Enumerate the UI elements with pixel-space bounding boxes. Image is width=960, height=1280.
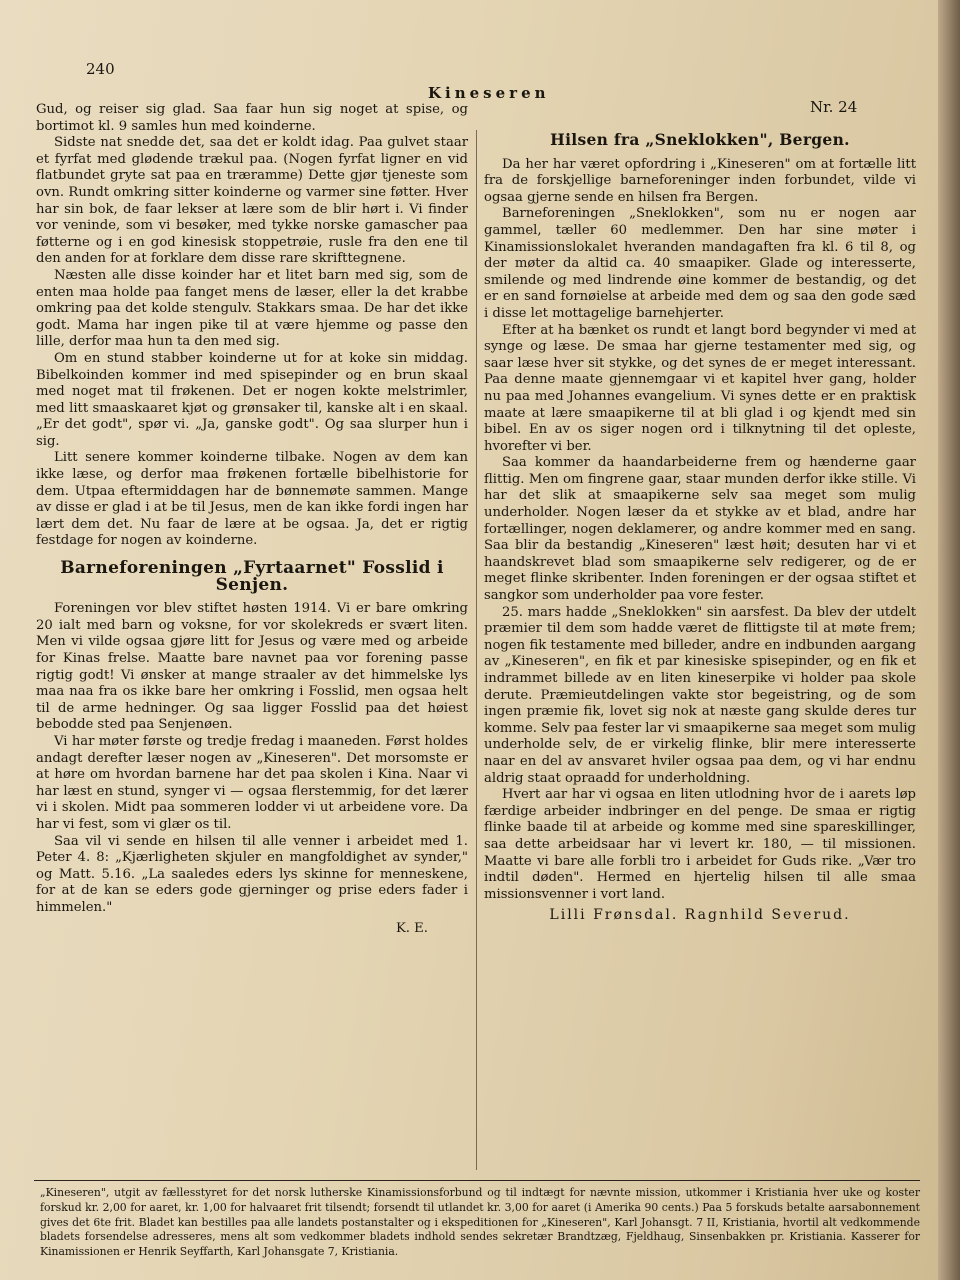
paragraph: Saa vil vi sende en hilsen til alle venner i arbeidet med 1. Peter 4. 8: „Kjærligheten skjuler en mangfoldighet av synder," og Matt. 5.16. „La saaledes eders lys skinne for menneskene, for at de kan se eders gode gjerninger og prise eders fader i himmelen." [36, 833, 468, 915]
paragraph: Litt senere kommer koinderne tilbake. Nogen av dem kan ikke læse, og derfor maa frøkenen fortælle bibelhistorie for dem. Utpaa eftermiddagen har de bønnemøte sammen. Mange av disse er glad i at be til Jesus, men de kan ikke fordi ingen har lært dem det. Nu faar de lære at be ogsaa. Ja, det er rigtig festdage for nogen av koinderne. [36, 450, 468, 549]
issue-number: Nr. 24 [810, 98, 858, 116]
page-edge [938, 0, 960, 1280]
section-title: Barneforeningen „Fyrtaarnet" Fosslid i Senjen. [60, 558, 444, 595]
column-divider [476, 130, 477, 1170]
paragraph: Sidste nat snedde det, saa det er koldt idag. Paa gulvet staar et fyrfat med glødende trækul paa. (Nogen fyrfat ligner en vid flatbundet gryte sat paa en træramme) Dette gjør tjeneste som ovn. Rundt omkring sitter koinderne og varmer sine føtter. Hver har sin bok, de faar lekser at lære som de blir hørt i. Vi finder vor veninde, som vi besøker, med tykke norske gamascher paa føtterne og i en god kinesisk stoppetrøie, rusle fra den ene til den anden for at forklare dem disse rare skrifttegnene. [36, 135, 468, 267]
right-column [484, 132, 916, 924]
left-column [36, 102, 468, 937]
paragraph: Barneforeningen „Sneklokken", som nu er nogen aar gammel, tæller 60 medlemmer. Den har sine møter i Kinamissionslokalet hveranden mandagaften fra kl. 6 til 8, og der møter da altid ca. 40 smaapiker. Glade og interesserte, smilende og med lindrende øine kommer de bestandig, og det er en sand fornøielse at arbeide med dem og saa den gode sæd i disse let mottagelige barnehjerter. [484, 206, 916, 321]
paragraph: Foreningen vor blev stiftet høsten 1914. Vi er bare omkring 20 ialt med barn og voksne, for vor skolekreds er svært liten. Men vi vilde ogsaa gjøre litt for Jesus og være med og arbeide for Kinas frelse. Maatte bare navnet paa vor forening passe rigtig godt! Vi ønsker at mange straaler av det himmelske lys maa naa fra os ikke bare her omkring i Fosslid, men ogsaa helt til de arme hedninger. Og saa ligger Fosslid paa det høiest bebodde sted paa Senjenøen. [36, 601, 468, 733]
signature: Lilli Frønsdal. Ragnhild Severud. [549, 907, 851, 924]
paragraph: Da her har været opfordring i „Kineseren" om at fortælle litt fra de forskjellige barneforeninger inden forbundet, vilde vi ogsaa gjerne sende en hilsen fra Bergen. [484, 156, 916, 205]
page-number: 240 [86, 60, 115, 78]
paragraph: Saa kommer da haandarbeiderne frem og hænderne gaar flittig. Men om fingrene gaar, staar munden derfor ikke stille. Vi har det slik at smaapikerne selv saa meget som mulig underholder. Nogen læser da et stykke av et blad, andre har fortællinger, nogen deklamerer, og andre kommer med en sang. Saa blir da bestandig „Kineseren" læst høit; desuten har vi et haandskrevet blad som smaapikerne selv redigerer, og de er meget flinke skribenter. Inden foreningen er der ogsaa stiftet et sangkor som underholder paa vore fester. [484, 455, 916, 604]
signature: K. E. [395, 920, 428, 936]
paragraph: Gud, og reiser sig glad. Saa faar hun sig noget at spise, og bortimot kl. 9 samles hun med koinderne. [36, 102, 468, 134]
footer-rule [34, 1180, 920, 1181]
paragraph: Vi har møter første og tredje fredag i maaneden. Først holdes andagt derefter læser nogen av „Kineseren". Det morsomste er at høre om hvordan barnene har det paa skolen i Kina. Naar vi har læst en stund, synger vi — ogsaa flerstemmig, for det lærer vi i skolen. Midt paa sommeren lodder vi ut arbeidene vore. Da har vi fest, som vi glær os til. [36, 733, 468, 832]
paragraph: Hvert aar har vi ogsaa en liten utlodning hvor de i aarets løp færdige arbeider indbringer en del penge. De smaa er rigtig flinke baade til at arbeide og komme med sine spareskillinger, saa dette arbeidsaar har vi levert kr. 180, — til missionen. Maatte vi bare alle forbli tro i arbeidet for Guds rike. „Vær tro indtil døden". Hermed en hjertelig hilsen til alle smaa missionsvenner i vort land. [484, 787, 916, 902]
page-header [86, 60, 866, 116]
publication-notice: „Kineseren", utgit av fællesstyret for det norsk lutherske Kinamissionsforbund og til indtægt for nævnte mission, utkommer i Kristiania hver uke og koster forskud kr. 2,00 for aaret, kr. 1,00 for halvaaret frit tilsendt; forsendt til utlandet kr. 3,00 for aaret (i Amerika 90 cents.) Paa 5 forskuds betalte aarsabonnement gives det 6te frit. Bladet kan bestilles paa alle landets postanstalter og i ekspeditionen for „Kineseren", Karl Johansgt. 7 II, Kristiania, hvortil alt vedkommende bladets forsendelse adresseres, mens alt som vedkommer bladets indhold sendes sekretær Brandtzæg, Fjeldhaug, Sinsenbakken pr. Kristiania. Kasserer for Kinamissionen er Henrik Seyffarth, Karl Johansgate 7, Kristiania. [40, 1186, 920, 1259]
paragraph: Efter at ha bænket os rundt et langt bord begynder vi med at synge og læse. De smaa har gjerne testamenter med sig, og saar læse hver sit stykke, og det synes de er meget interessant. Paa denne maate gjennemgaar vi et kapitel hver gang, holder nu paa med Johannes evangelium. Vi synes dette er en praktisk maate at lære smaapikerne til at bli glad i og kjendt med sin bibel. En av os siger nogen ord i tilknytning til det opleste, hvorefter vi ber. [484, 322, 916, 454]
paragraph: 25. mars hadde „Sneklokken" sin aarsfest. Da blev der utdelt præmier til dem som hadde været de flittigste til at møte frem; nogen fik testamente med billeder, andre en indbunden aargang av „Kineseren", en fik et par kinesiske spisepinder, og en fik et indrammet billede av en liten kineserpike vi holder paa skole derute. Præmieutdelingen vakte stor begeistring, og de som ingen præmie fik, lovet sig nok at næste gang skulde deres tur komme. Selv paa fester lar vi smaapikerne saa meget som mulig underholde selv, de er virkelig flinke, blir mere interesserte naar en del av ansvaret hviler ogsaa paa dem, og vi har endnu aldrig staat opraadd for underholdning. [484, 604, 916, 786]
paragraph: Næsten alle disse koinder har et litet barn med sig, som de enten maa holde paa fanget mens de læser, eller la det krabbe omkring paa det kolde stengulv. Stakkars smaa. De har det ikke godt. Mama har ingen pike til at være hjemme og passe den lille, derfor maa hun ta den med sig. [36, 267, 468, 350]
paragraph: Om en stund stabber koinderne ut for at koke sin middag. Bibelkoinden kommer ind med spisepinder og en brun skaal med noget mat til frøkenen. Det er nogen kokte melstrimler, med litt smaaskaaret kjøt og grønsaker til, kanske alt i en skaal. „Er det godt", spør vi. „Ja, ganske godt". Og saa slurper hun i sig. [36, 350, 468, 449]
article-title: Hilsen fra „Sneklokken", Bergen. [550, 130, 850, 149]
masthead: Kineseren [428, 84, 550, 102]
